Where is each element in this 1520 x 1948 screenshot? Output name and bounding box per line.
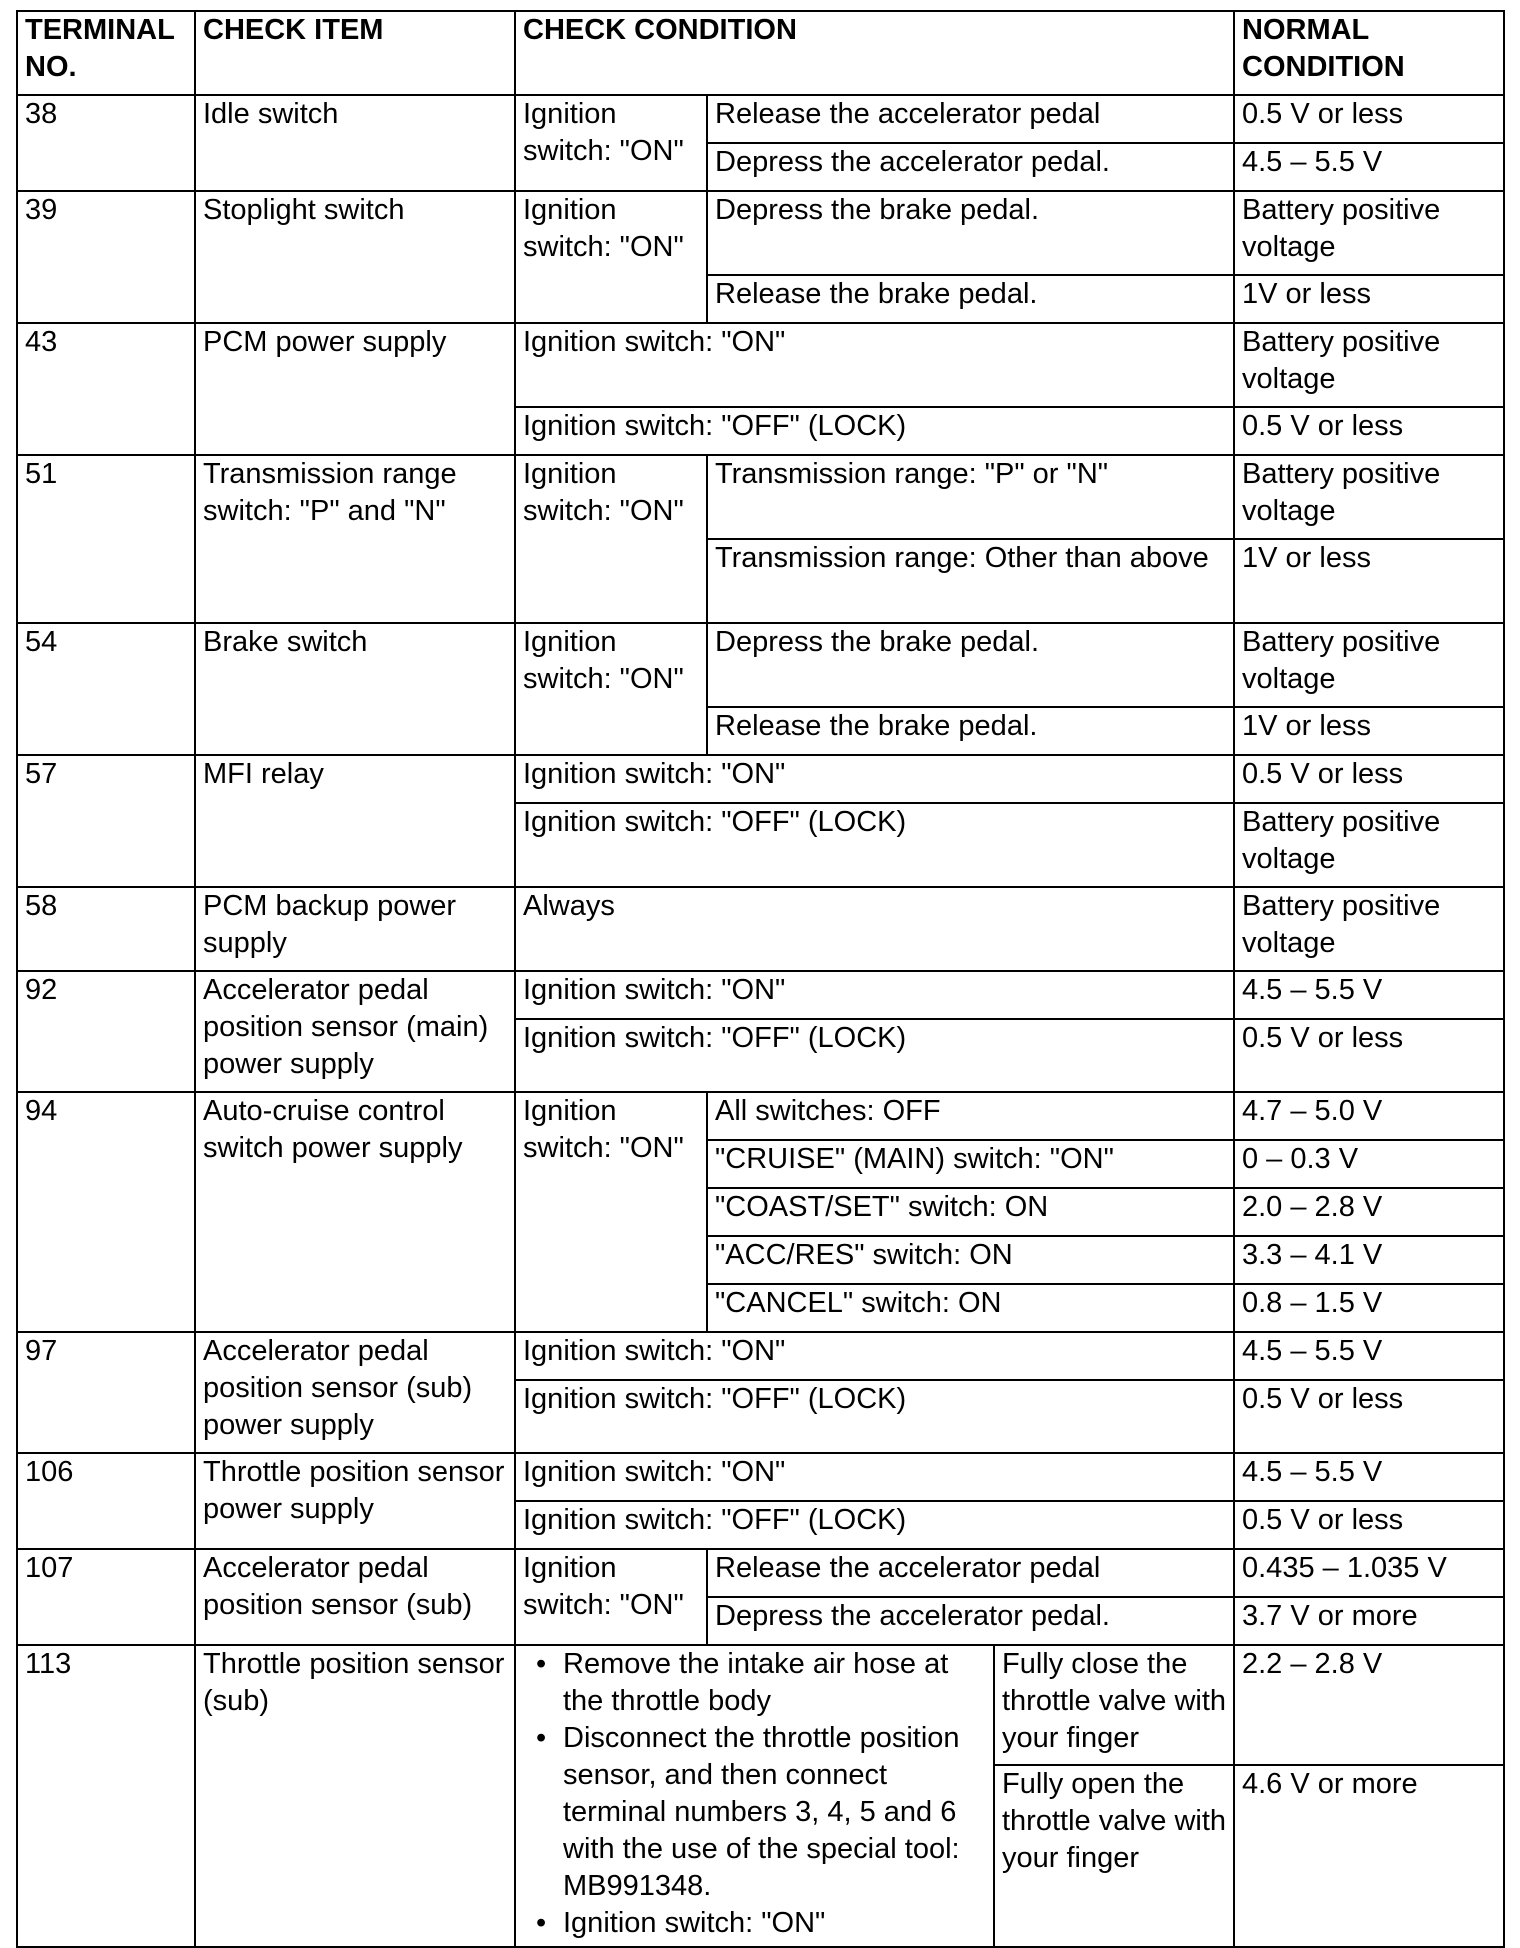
terminal-no: 38 <box>17 95 195 191</box>
normal-value: 4.5 – 5.5 V <box>1234 143 1504 191</box>
terminal-no: 113 <box>17 1645 195 1947</box>
sub-condition: Depress the accelerator pedal. <box>707 1597 1234 1645</box>
normal-value: 3.3 – 4.1 V <box>1234 1236 1504 1284</box>
normal-value: 4.5 – 5.5 V <box>1234 971 1504 1019</box>
normal-value: 2.0 – 2.8 V <box>1234 1188 1504 1236</box>
check-item: Throttle position sensor (sub) <box>195 1645 515 1947</box>
normal-value: 1V or less <box>1234 707 1504 755</box>
check-item: Throttle position sensor power supply <box>195 1453 515 1549</box>
sub-condition: Fully close the throttle valve with your finger <box>994 1645 1234 1765</box>
check-condition: Ignition switch: "OFF" (LOCK) <box>515 407 1234 455</box>
table-row <box>17 887 1504 971</box>
normal-value: 0.5 V or less <box>1234 755 1504 803</box>
table-row <box>17 1332 1504 1380</box>
check-condition-steps <box>515 1645 994 1947</box>
sub-condition: Release the brake pedal. <box>707 707 1234 755</box>
sub-condition: "ACC/RES" switch: ON <box>707 1236 1234 1284</box>
normal-value: 1V or less <box>1234 275 1504 323</box>
check-item: PCM power supply <box>195 323 515 455</box>
terminal-no: 107 <box>17 1549 195 1645</box>
terminal-check-table <box>16 10 1505 1948</box>
check-condition: Ignition switch: "OFF" (LOCK) <box>515 1019 1234 1092</box>
sub-condition: Transmission range: "P" or "N" <box>707 455 1234 539</box>
normal-value: 0.435 – 1.035 V <box>1234 1549 1504 1597</box>
terminal-no: 106 <box>17 1453 195 1549</box>
normal-value: 0.5 V or less <box>1234 1501 1504 1549</box>
table-row <box>17 191 1504 275</box>
sub-condition: "COAST/SET" switch: ON <box>707 1188 1234 1236</box>
check-condition: Always <box>515 887 1234 971</box>
check-item: Accelerator pedal position sensor (sub) power supply <box>195 1332 515 1453</box>
check-condition: Ignition switch: "ON" <box>515 1332 1234 1380</box>
check-condition: Ignition switch: "ON" <box>515 755 1234 803</box>
check-condition: Ignition switch: "OFF" (LOCK) <box>515 1380 1234 1453</box>
terminal-no: 51 <box>17 455 195 623</box>
steps-list <box>523 1646 987 1942</box>
check-item: Auto-cruise control switch power supply <box>195 1092 515 1332</box>
check-condition: Ignition switch: "ON" <box>515 323 1234 407</box>
sub-condition: "CRUISE" (MAIN) switch: "ON" <box>707 1140 1234 1188</box>
terminal-no: 97 <box>17 1332 195 1453</box>
sub-condition: Depress the brake pedal. <box>707 191 1234 275</box>
sub-condition: Release the accelerator pedal <box>707 1549 1234 1597</box>
check-item: Accelerator pedal position sensor (main) power supply <box>195 971 515 1092</box>
check-condition: Ignition switch: "ON" <box>515 1453 1234 1501</box>
check-condition: Ignition switch: "OFF" (LOCK) <box>515 803 1234 887</box>
terminal-no: 94 <box>17 1092 195 1332</box>
normal-value: 3.7 V or more <box>1234 1597 1504 1645</box>
check-condition: Ignition switch: "ON" <box>515 95 707 191</box>
normal-value: Battery positive voltage <box>1234 323 1504 407</box>
normal-value: 0 – 0.3 V <box>1234 1140 1504 1188</box>
check-item: Accelerator pedal position sensor (sub) <box>195 1549 515 1645</box>
normal-value: 0.5 V or less <box>1234 1380 1504 1453</box>
check-condition: Ignition switch: "ON" <box>515 191 707 323</box>
normal-value: 1V or less <box>1234 539 1504 623</box>
normal-value: Battery positive voltage <box>1234 623 1504 707</box>
check-condition: Ignition switch: "OFF" (LOCK) <box>515 1501 1234 1549</box>
normal-value: 2.2 – 2.8 V <box>1234 1645 1504 1765</box>
check-condition: Ignition switch: "ON" <box>515 1549 707 1645</box>
table-row <box>17 95 1504 143</box>
terminal-no: 57 <box>17 755 195 887</box>
check-item: MFI relay <box>195 755 515 887</box>
table-row <box>17 971 1504 1019</box>
normal-value: 0.8 – 1.5 V <box>1234 1284 1504 1332</box>
terminal-no: 54 <box>17 623 195 755</box>
list-item: • Disconnect the throttle position sensor, and then connect terminal numbers 3, 4, 5 and 6 with the use of the special tool: MB991348. <box>563 1720 987 1905</box>
sub-condition: Depress the brake pedal. <box>707 623 1234 707</box>
terminal-no: 43 <box>17 323 195 455</box>
check-item: Brake switch <box>195 623 515 755</box>
normal-value: 4.5 – 5.5 V <box>1234 1453 1504 1501</box>
terminal-no: 39 <box>17 191 195 323</box>
table-row <box>17 623 1504 707</box>
table-row <box>17 755 1504 803</box>
table-row <box>17 323 1504 407</box>
check-item: Transmission range switch: "P" and "N" <box>195 455 515 623</box>
table-row <box>17 455 1504 539</box>
header-check-condition: CHECK CONDITION <box>515 11 1234 95</box>
sub-condition: "CANCEL" switch: ON <box>707 1284 1234 1332</box>
normal-value: Battery positive voltage <box>1234 191 1504 275</box>
sub-condition: Depress the accelerator pedal. <box>707 143 1234 191</box>
normal-value: 0.5 V or less <box>1234 1019 1504 1092</box>
check-item: PCM backup power supply <box>195 887 515 971</box>
check-condition: Ignition switch: "ON" <box>515 455 707 623</box>
normal-value: 4.5 – 5.5 V <box>1234 1332 1504 1380</box>
check-item: Stoplight switch <box>195 191 515 323</box>
table-row <box>17 1645 1504 1765</box>
sub-condition: All switches: OFF <box>707 1092 1234 1140</box>
normal-value: Battery positive voltage <box>1234 803 1504 887</box>
check-condition: Ignition switch: "ON" <box>515 623 707 755</box>
sub-condition: Release the accelerator pedal <box>707 95 1234 143</box>
normal-value: 0.5 V or less <box>1234 407 1504 455</box>
normal-value: 4.6 V or more <box>1234 1765 1504 1947</box>
list-item: • Ignition switch: "ON" <box>563 1905 987 1942</box>
terminal-no: 92 <box>17 971 195 1092</box>
list-item: • Remove the intake air hose at the throttle body <box>563 1646 987 1720</box>
table-row <box>17 1453 1504 1501</box>
sub-condition: Fully open the throttle valve with your finger <box>994 1765 1234 1947</box>
normal-value: 4.7 – 5.0 V <box>1234 1092 1504 1140</box>
check-condition: Ignition switch: "ON" <box>515 1092 707 1332</box>
normal-value: Battery positive voltage <box>1234 887 1504 971</box>
sub-condition: Transmission range: Other than above <box>707 539 1234 623</box>
normal-value: Battery positive voltage <box>1234 455 1504 539</box>
table-row <box>17 1549 1504 1597</box>
check-condition: Ignition switch: "ON" <box>515 971 1234 1019</box>
header-terminal-no: TERMINAL NO. <box>17 11 195 95</box>
normal-value: 0.5 V or less <box>1234 95 1504 143</box>
check-item: Idle switch <box>195 95 515 191</box>
header-normal-condition: NORMAL CONDITION <box>1234 11 1504 95</box>
table-row <box>17 1092 1504 1140</box>
terminal-no: 58 <box>17 887 195 971</box>
sub-condition: Release the brake pedal. <box>707 275 1234 323</box>
header-check-item: CHECK ITEM <box>195 11 515 95</box>
